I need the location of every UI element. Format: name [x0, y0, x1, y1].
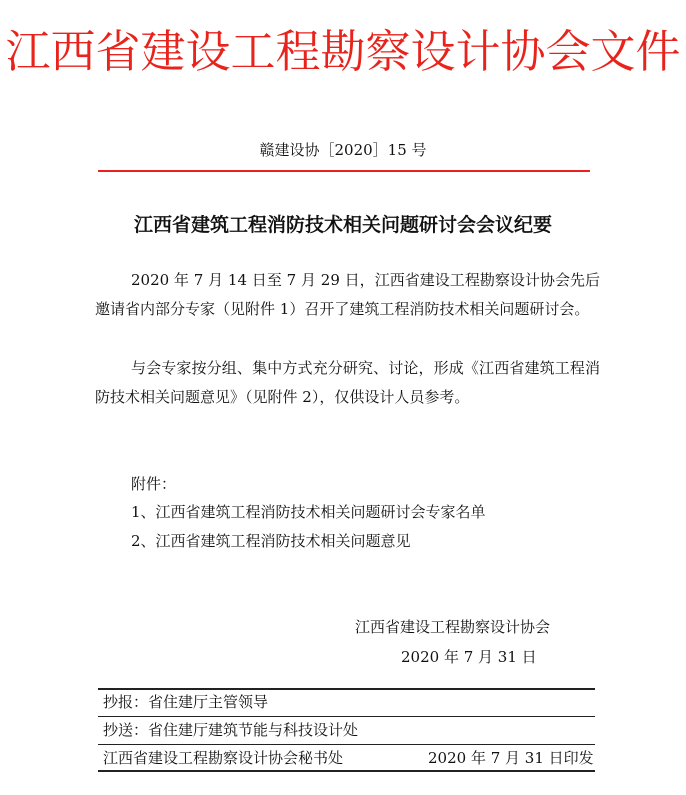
body-paragraph-1: 2020 年 7 月 14 日至 7 月 29 日，江西省建设工程勘察设计协会先后邀请省内部分专家（见附件 1）召开了建筑工程消防技术相关问题研讨会。 [95, 271, 600, 318]
footer-rule-1 [98, 716, 595, 717]
footer-issuer: 江西省建设工程勘察设计协会秘书处 [103, 749, 344, 767]
footer-top-rule [98, 688, 595, 690]
attachment-item-2: 2、江西省建筑工程消防技术相关问题意见 [131, 532, 411, 550]
document-header-title: 江西省建设工程勘察设计协会文件 [5, 25, 681, 78]
attachments-heading: 附件： [131, 475, 177, 493]
footer-bottom-rule [98, 770, 595, 772]
body-paragraph-2: 与会专家按分组、集中方式充分研究、讨论，形成《江西省建筑工程消防技术相关问题意见》（见附件 2），仅供设计人员参考。 [95, 359, 600, 406]
footer-issue-date: 2020 年 7 月 31 日印发 [428, 749, 594, 767]
document-number: 赣建设协［2020］15 号 [259, 141, 427, 159]
header-red-divider [98, 170, 590, 172]
signature-date: 2020 年 7 月 31 日 [401, 648, 537, 666]
attachment-item-1: 1、江西省建筑工程消防技术相关问题研讨会专家名单 [131, 503, 486, 521]
footer-copy-line: 抄送：省住建厅建筑节能与科技设计处 [103, 721, 359, 739]
footer-report-line: 抄报：省住建厅主管领导 [103, 693, 269, 711]
footer-rule-2 [98, 744, 595, 745]
document-subject-title: 江西省建筑工程消防技术相关问题研讨会会议纪要 [133, 214, 552, 236]
signature-organization: 江西省建设工程勘察设计协会 [355, 618, 551, 636]
